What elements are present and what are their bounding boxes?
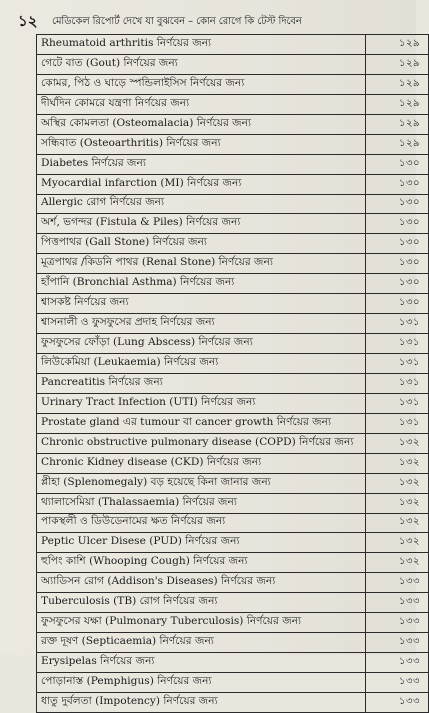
page-number-cell: ১৩২ — [366, 453, 429, 473]
page-number-cell: ১৩২ — [366, 533, 429, 553]
topic-cell: অস্থির কোমলতা (Osteomalacia) নির্ণয়ের জন্য — [37, 114, 366, 134]
topic-cell: Tuberculosis (TB) রোগ নির্ণয়ের জন্য — [37, 593, 366, 613]
page-number-cell: ১৩০ — [366, 214, 429, 234]
page-number-cell: ১৩৩ — [366, 633, 429, 653]
topic-cell: কোমর, পিঠ ও ঘাড়ে স্পন্ডিলাইসিস নির্ণয়ের জন্য — [37, 74, 366, 94]
table-row — [37, 413, 429, 433]
contents-table-body — [37, 35, 429, 713]
topic-cell: হাঁপানি (Bronchial Asthma) নির্ণয়ের জন্য — [37, 274, 366, 294]
table-row — [37, 433, 429, 453]
topic-cell: Diabetes নির্ণয়ের জন্য — [37, 154, 366, 174]
topic-cell: Myocardial infarction (MI) নির্ণয়ের জন্য — [37, 174, 366, 194]
topic-cell: সন্ধিবাত (Osteoarthritis) নির্ণয়ের জন্য — [37, 134, 366, 154]
table-row — [37, 254, 429, 274]
page-number-cell: ১৩১ — [366, 393, 429, 413]
topic-cell: রক্ত দূষণ (Septicaemia) নির্ণয়ের জন্য — [37, 633, 366, 653]
page-number-cell: ১২৯ — [366, 35, 429, 55]
page-number-cell: ১৩৩ — [366, 673, 429, 693]
page-number-cell: ১৩৩ — [366, 613, 429, 633]
table-row — [37, 513, 429, 533]
page-number-cell: ১২৯ — [366, 94, 429, 114]
table-row — [37, 354, 429, 374]
page-number-cell: ১৩১ — [366, 314, 429, 334]
page-number-cell: ১৩৩ — [366, 593, 429, 613]
table-row — [37, 174, 429, 194]
table-row — [37, 54, 429, 74]
table-row — [37, 453, 429, 473]
table-row — [37, 373, 429, 393]
topic-cell: Prostate gland এর tumour বা cancer growth নির্ণয়ের জন্য — [37, 413, 366, 433]
table-row — [37, 613, 429, 633]
table-row — [37, 692, 429, 712]
topic-cell: অর্শ, ভগন্দর (Fistula & Piles) নির্ণয়ের জন্য — [37, 214, 366, 234]
table-row — [37, 533, 429, 553]
table-row — [37, 653, 429, 673]
page-number-cell: ১৩০ — [366, 174, 429, 194]
topic-cell: Peptic Ulcer Disese (PUD) নির্ণয়ের জন্য — [37, 533, 366, 553]
topic-cell: অ্যাডিসন রোগ (Addison's Diseases) নির্ণয়ের জন্য — [37, 573, 366, 593]
topic-cell: দীর্ঘদিন কোমরে যন্ত্রণা নির্ণয়ের জন্য — [37, 94, 366, 114]
page-number-cell: ১৩১ — [366, 334, 429, 354]
topic-cell: গেটে বাত (Gout) নির্ণয়ের জন্য — [37, 54, 366, 74]
topic-cell: Pancreatitis নির্ণয়ের জন্য — [37, 373, 366, 393]
page-number-cell: ১২৯ — [366, 134, 429, 154]
page-number-cell: ১৩২ — [366, 553, 429, 573]
table-row — [37, 314, 429, 334]
page-number-cell: ১৩৩ — [366, 692, 429, 712]
table-row — [37, 94, 429, 114]
page-number-cell: ১৩২ — [366, 433, 429, 453]
topic-cell: ফুসফুসের ফোঁড়া (Lung Abscess) নির্ণয়ের জন্য — [37, 334, 366, 354]
table-row — [37, 114, 429, 134]
table-row — [37, 593, 429, 613]
topic-cell: থ্যালাসেমিয়া (Thalassaemia) নির্ণয়ের জন্য — [37, 493, 366, 513]
topic-cell: শ্বাসনালী ও ফুসফুসের প্রদাহ নির্ণয়ের জন্য — [37, 314, 366, 334]
table-row — [37, 234, 429, 254]
contents-table — [36, 34, 429, 713]
page-number-cell: ১৩০ — [366, 234, 429, 254]
table-row — [37, 214, 429, 234]
page-number: ১২ — [18, 11, 38, 30]
topic-cell: ফুসফুসের যক্ষা (Pulmonary Tuberculosis) নির্ণয়ের জন্য — [37, 613, 366, 633]
topic-cell: পিত্তপাথর (Gall Stone) নির্ণয়ের জন্য — [37, 234, 366, 254]
page-number-cell: ১৩১ — [366, 373, 429, 393]
table-row — [37, 573, 429, 593]
table-row — [37, 274, 429, 294]
topic-cell: Chronic obstructive pulmonary disease (COPD) নির্ণয়ের জন্য — [37, 433, 366, 453]
page-number-cell: ১৩০ — [366, 254, 429, 274]
page-number-cell: ১৩২ — [366, 513, 429, 533]
topic-cell: শ্বাসকষ্ট নির্ণয়ের জন্য — [37, 294, 366, 314]
topic-cell: Erysipelas নির্ণয়ের জন্য — [37, 653, 366, 673]
topic-cell: প্লীহা (Splenomegaly) বড় হয়েছে কিনা জানার জন্য — [37, 473, 366, 493]
topic-cell: পোড়ানাস্ত (Pemphigus) নির্ণয়ের জন্য — [37, 673, 366, 693]
table-row — [37, 35, 429, 55]
topic-cell: পাকস্থলী ও ডিউডেনামের ক্ষত নির্ণয়ের জন্য — [37, 513, 366, 533]
page-number-cell: ১৩১ — [366, 413, 429, 433]
table-row — [37, 393, 429, 413]
topic-cell: ধাতু দুর্বলতা (Impotency) নির্ণয়ের জন্য — [37, 692, 366, 712]
table-row — [37, 154, 429, 174]
page-number-cell: ১৩৩ — [366, 573, 429, 593]
table-row — [37, 334, 429, 354]
page-number-cell: ১৩২ — [366, 493, 429, 513]
page-number-cell: ১৩২ — [366, 473, 429, 493]
table-row — [37, 553, 429, 573]
page-number-cell: ১২৯ — [366, 54, 429, 74]
topic-cell: Allergic রোগ নির্ণয়ের জন্য — [37, 194, 366, 214]
topic-cell: Urinary Tract Infection (UTI) নির্ণয়ের জন্য — [37, 393, 366, 413]
table-row — [37, 473, 429, 493]
topic-cell: মূত্রপাথর /কিডনি পাথর (Renal Stone) নির্ণয়ের জন্য — [37, 254, 366, 274]
topic-cell: Chronic Kidney disease (CKD) নির্ণয়ের জন্য — [37, 453, 366, 473]
page-number-cell: ১২৯ — [366, 74, 429, 94]
page-header — [18, 10, 410, 34]
table-row — [37, 673, 429, 693]
table-row — [37, 493, 429, 513]
topic-cell: হুপিং কাশি (Whooping Cough) নির্ণয়ের জন্য — [37, 553, 366, 573]
running-title: মেডিকেল রিপোর্ট দেখে যা বুঝবেন – কোন রোগে কি টেস্ট দিবেন — [52, 15, 302, 27]
page-number-cell: ১৩০ — [366, 194, 429, 214]
page-number-cell: ১৩১ — [366, 354, 429, 374]
topic-cell: লিউকেমিয়া (Leukaemia) নির্ণয়ের জন্য — [37, 354, 366, 374]
table-row — [37, 633, 429, 653]
table-row — [37, 294, 429, 314]
table-row — [37, 134, 429, 154]
topic-cell: Rheumatoid arthritis নির্ণয়ের জন্য — [37, 35, 366, 55]
page-number-cell: ১৩০ — [366, 154, 429, 174]
table-row — [37, 74, 429, 94]
page-number-cell: ১৩০ — [366, 274, 429, 294]
page-number-cell: ১৩৩ — [366, 653, 429, 673]
page-number-cell: ১২৯ — [366, 114, 429, 134]
table-row — [37, 194, 429, 214]
page-number-cell: ১৩০ — [366, 294, 429, 314]
